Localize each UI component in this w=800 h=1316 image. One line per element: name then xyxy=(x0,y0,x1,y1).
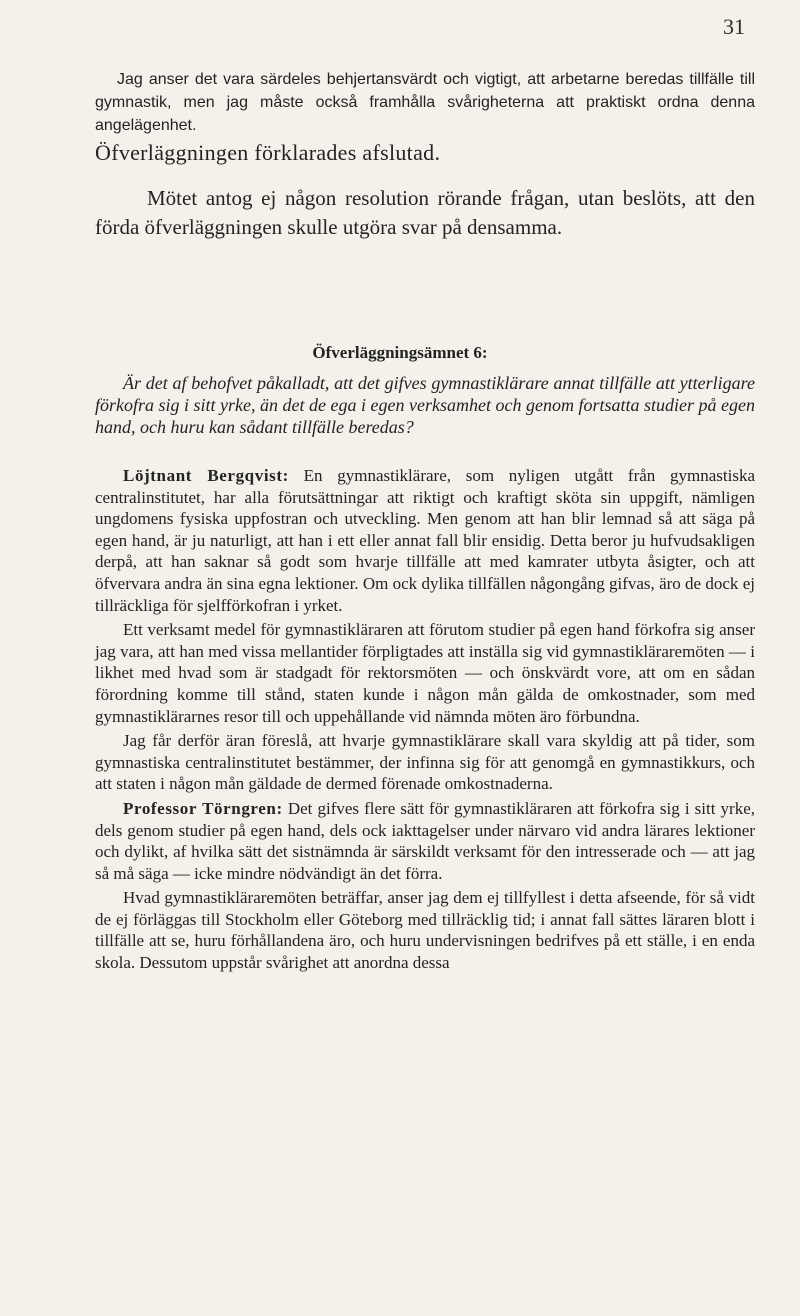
question-heading: Öfverläggningsämnet 6: xyxy=(312,343,488,362)
result-paragraph: Mötet antog ej någon resolution rörande frågan, utan beslöts, att den förda öfverläggningen skulle utgöra svar på densamma. xyxy=(95,186,755,239)
intro-paragraph xyxy=(95,68,755,137)
intro-text: Jag anser det vara särdeles behjertansvärdt och vigtigt, att arbetarne beredas tillfälle till gymnastik, men jag måste också framhålla svårigheterna att praktiskt ordna denna angelägenhet. xyxy=(95,71,755,134)
page-number: 31 xyxy=(723,14,745,39)
discussion-body xyxy=(95,465,755,977)
speaker1-paragraph-1 xyxy=(95,465,755,616)
speaker2-paragraph-1 xyxy=(95,798,755,884)
speaker2-paragraph-2: Hvad gymnastiklärаremöten beträffar, anser jag dem ej tillfyllest i detta afseende, för så vidt de ej förläggas till Stockholm eller Göteborg med tillräcklig tid; i annat fall sättes läraren blott i tillfälle att se, huru förhållandena äro, och huru undervisningen bedrifves på ett ställe, i en enda skola. Dessutom uppstår svårighet att anordna dessa xyxy=(95,888,755,973)
question-text: Är det af behofvet påkalladt, att det gifves gymnastiklärare annat tillfälle att ytterligare förkofra sig i sitt yrke, än det de ega i egen verksamhet och genom fortsatta studier på egen hand, och huru kan sådant tillfälle beredas? xyxy=(95,373,755,437)
speaker-text: Det gifves flere sätt för gymnastikläraren att förkofra sig i sitt yrke, dels genom studier på egen hand, dels ock iakttagelser under närvaro vid andra lärares lektioner och dylikt, af hvilka sätt det sistnämnda är särskildt verksamt för den intresserade och — att jag så må säga — icke mindre nödvändigt än det förra. xyxy=(95,798,756,883)
speaker-name: Löjtnant Bergqvist: xyxy=(123,466,289,485)
speaker1-paragraph-3: Jag får derför äran föreslå, att hvarje gymnastiklärare skall vara skyldig att på tider, som gymnastiska centralinstitutet bestämmer, der infinna sig för att genomgå en gymnastikkurs, och att staten i någon mån gäldade de dermed förenade omkostnaderna. xyxy=(95,731,755,794)
speaker-text: En gymnastiklärare, som nyligen utgått från gymnastiska centralinstitutet, har alla förutsättningar att riktigt och kraftigt sköta sin uppgift, nämligen ungdomens fysiska uppfostran och utveckling. Men genom att han blir lemnad så att säga på egen hand, är ju naturligt, att han i ett eller annat fall blir ensidig. Detta beror ju hufvudsakligen derpå, att han saknar så godt som hvarje tillfälle att med kamrater utbyta åsigter, och att öfvervara andra än sina egna lektioner. Om ock dylika tillfällen någongång gifvas, äro de dock ej tillräckliga för sjelfförkofran i yrket. xyxy=(95,466,755,615)
conclusion-line: Öfverläggningen förklarades afslutad. xyxy=(95,140,441,165)
speaker-name: Professor Törngren: xyxy=(123,798,283,818)
speaker1-paragraph-2: Ett verksamt medel för gymnastikläraren att förutom studier på egen hand förkofra sig anser jag vara, att han med vissa mellantider förpligtades att inställa sig vid gymnastiklärаremöten — i likhet med hvad som är stadgadt för rektorsmöten — och önskvärdt vore, att om en sådan förordning komme till stånd, staten kunde i någon mån gälda de omkostnader, som med gymnastiklärarnes resor till och uppehållande vid nämnda möten äro förbundna. xyxy=(95,620,755,726)
